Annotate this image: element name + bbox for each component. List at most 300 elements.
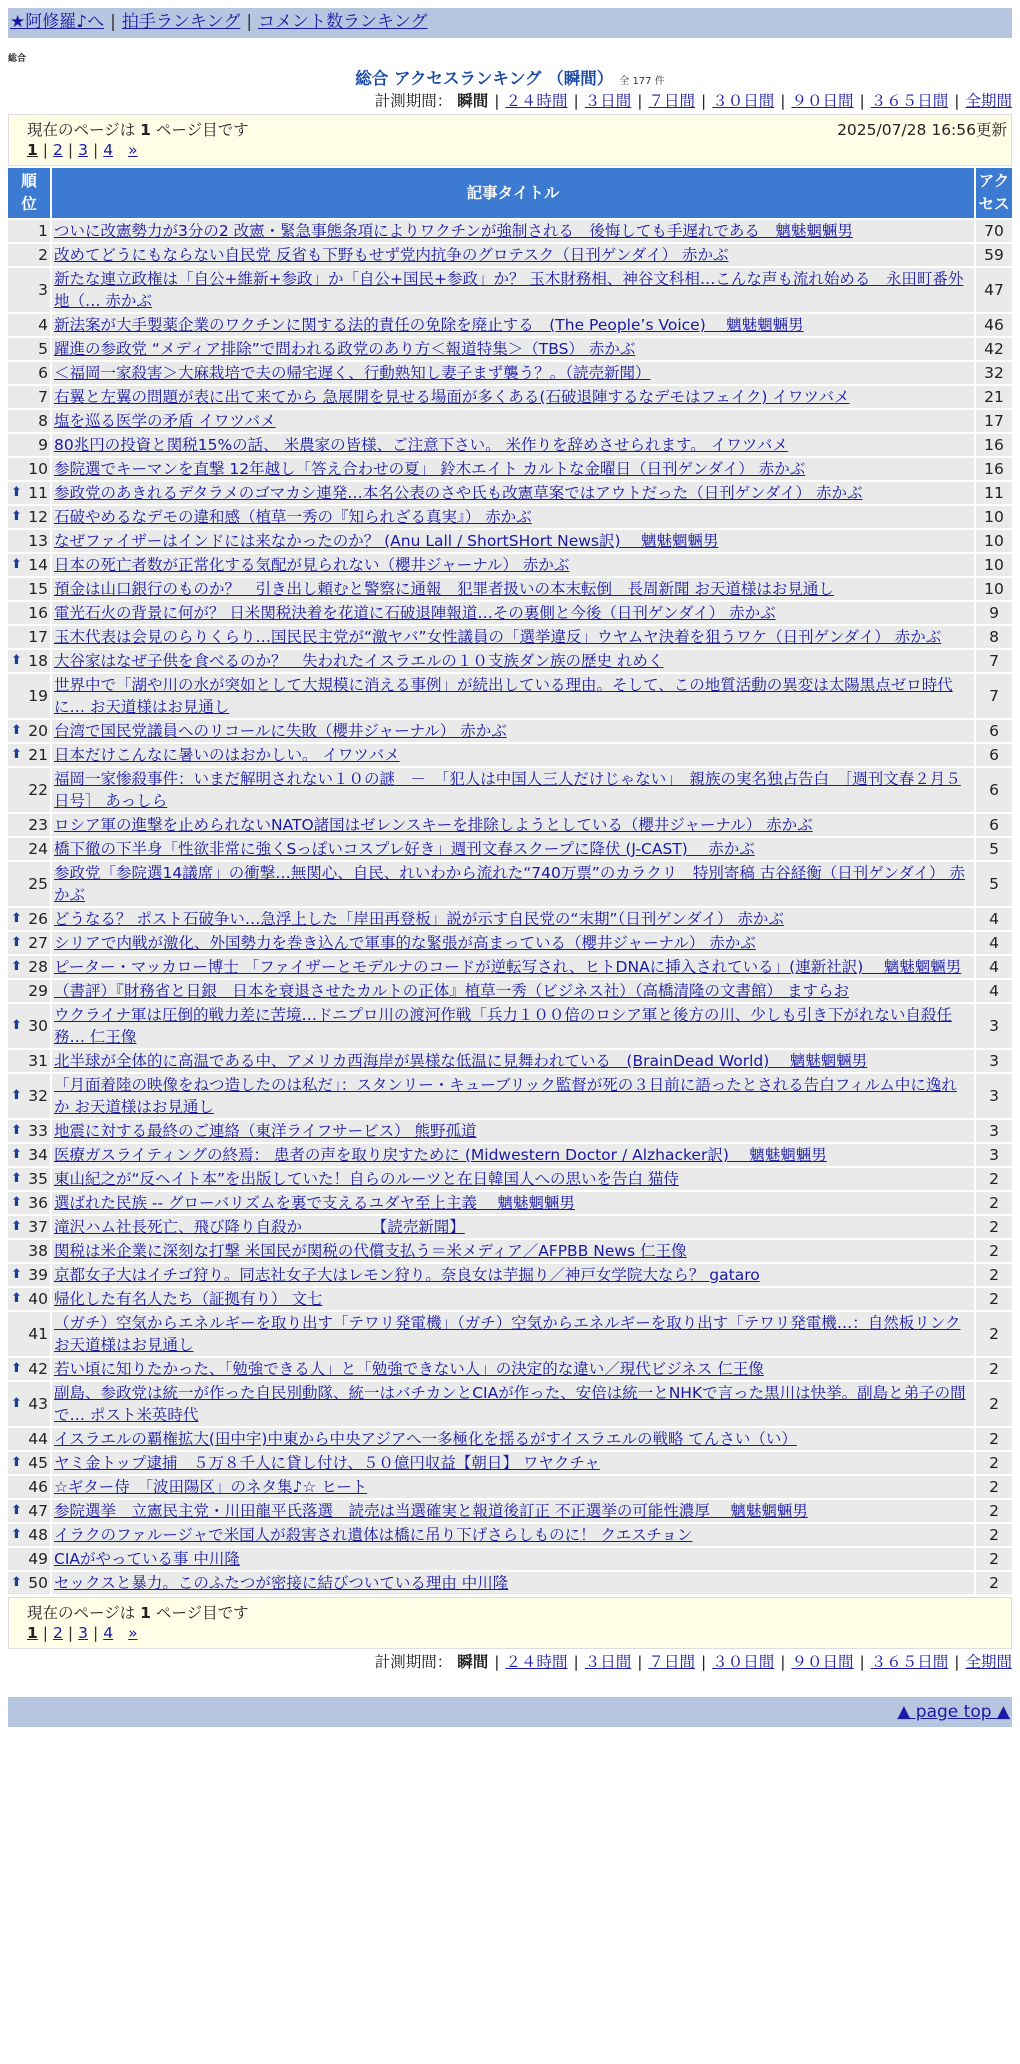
article-title-link[interactable]: 日本だけこんなに暑いのはおかしい。 イワツバメ bbox=[54, 746, 400, 764]
article-title-link[interactable]: 新たな連立政権は「自公+維新+参政」か「自公+国民+参政」か？ 玉木財務相、神谷文科相…こんな声も流れ始める 永田町番外地（… 赤かぶ bbox=[54, 270, 964, 310]
period-30d-link[interactable]: ３０日間 bbox=[712, 1653, 775, 1671]
rank-cell bbox=[8, 1168, 50, 1190]
rank-number: 1 bbox=[38, 222, 48, 240]
table-row bbox=[8, 862, 1012, 906]
access-count-cell: 2 bbox=[976, 1312, 1012, 1356]
title-cell bbox=[52, 1192, 974, 1214]
rank-cell bbox=[8, 932, 50, 954]
period-90d-link[interactable]: ９０日間 bbox=[791, 1653, 854, 1671]
rank-number: 23 bbox=[28, 816, 48, 834]
article-title-link[interactable]: ピーター・マッカロー博士 「ファイザーとモデルナのコードが逆転写され、ヒトDNAに挿入されている」(連新社訳) 魑魅魍魎男 bbox=[54, 958, 962, 976]
article-title-link[interactable]: 滝沢ハム社長死亡、飛び降り自殺か 【読売新聞】 bbox=[54, 1218, 465, 1236]
rank-number: 5 bbox=[38, 340, 48, 358]
rank-number: 43 bbox=[28, 1395, 48, 1413]
period-7d-link[interactable]: ７日間 bbox=[648, 1653, 695, 1671]
access-count-cell: 2 bbox=[976, 1524, 1012, 1546]
title-cell bbox=[52, 458, 974, 480]
table-row bbox=[8, 956, 1012, 978]
rank-number: 14 bbox=[28, 556, 48, 574]
article-title-link[interactable]: 「月面着陸の映像をねつ造したのは私だ」：スタンリー・キューブリック監督が死の３日前に語ったとされる告白フィルム中に逸れか お天道様はお見通し bbox=[54, 1076, 957, 1116]
article-title-link[interactable]: 帰化した有名人たち（証拠有り） 文七 bbox=[54, 1290, 323, 1308]
access-count-cell: 10 bbox=[976, 578, 1012, 600]
article-title-link[interactable]: シリアで内戦が激化、外国勢力を巻き込んで軍事的な緊張が高まっている（櫻井ジャーナル） 赤かぶ bbox=[54, 934, 756, 952]
table-row bbox=[8, 814, 1012, 836]
rank-number: 31 bbox=[28, 1052, 48, 1070]
table-row bbox=[8, 1264, 1012, 1286]
access-count-cell: 4 bbox=[976, 908, 1012, 930]
pager-page-4[interactable]: 4 bbox=[103, 1624, 114, 1642]
title-cell bbox=[52, 862, 974, 906]
rank-cell bbox=[8, 1288, 50, 1310]
title-cell bbox=[52, 1216, 974, 1238]
access-count-cell: 16 bbox=[976, 458, 1012, 480]
rank-number: 7 bbox=[38, 388, 48, 406]
title-cell bbox=[52, 506, 974, 528]
rank-cell bbox=[8, 578, 50, 600]
current-page-text-bottom: 現在のページは 1 ページ目です bbox=[27, 1604, 249, 1622]
table-row bbox=[8, 1144, 1012, 1166]
rank-up-arrow-icon: ⬆ bbox=[11, 1361, 22, 1376]
table-row bbox=[8, 1500, 1012, 1522]
access-count-cell: 2 bbox=[976, 1358, 1012, 1380]
access-count-cell: 5 bbox=[976, 838, 1012, 860]
title-cell bbox=[52, 1358, 974, 1380]
access-count-cell: 2 bbox=[976, 1452, 1012, 1474]
access-count-cell: 7 bbox=[976, 650, 1012, 672]
bottom-bar bbox=[8, 1697, 1012, 1727]
period-24h-link[interactable]: ２４時間 bbox=[505, 92, 568, 110]
pager-bottom: 1 | 2 | 3 | 4 » bbox=[27, 1624, 138, 1642]
table-row bbox=[8, 602, 1012, 624]
title-cell bbox=[52, 814, 974, 836]
article-title-link[interactable]: 石破やめるなデモの違和感（植草一秀の『知られざる真実』） 赤かぶ bbox=[54, 508, 532, 526]
rank-number: 47 bbox=[28, 1502, 48, 1520]
access-count-cell: 32 bbox=[976, 362, 1012, 384]
table-row bbox=[8, 506, 1012, 528]
rank-up-arrow-icon: ⬆ bbox=[11, 747, 22, 762]
title-cell bbox=[52, 908, 974, 930]
table-row bbox=[8, 744, 1012, 766]
rank-number: 12 bbox=[28, 508, 48, 526]
title-cell bbox=[52, 744, 974, 766]
table-row bbox=[8, 1050, 1012, 1072]
table-row bbox=[8, 1004, 1012, 1048]
access-count-cell: 47 bbox=[976, 268, 1012, 312]
title-cell bbox=[52, 1382, 974, 1426]
period-3d-link[interactable]: ３日間 bbox=[584, 92, 632, 110]
rank-cell bbox=[8, 1476, 50, 1498]
nav-separator: | bbox=[246, 12, 253, 32]
rank-cell bbox=[8, 744, 50, 766]
title-cell bbox=[52, 674, 974, 718]
access-count-cell: 2 bbox=[976, 1264, 1012, 1286]
access-count-cell: 2 bbox=[976, 1476, 1012, 1498]
access-count-cell: 3 bbox=[976, 1120, 1012, 1142]
rank-up-arrow-icon: ⬆ bbox=[11, 557, 22, 572]
article-title-link[interactable]: 預金は山口銀行のものか？ 引き出し頼むと警察に通報 犯罪者扱いの本末転倒 長周新聞 お天道様はお見通し bbox=[54, 580, 834, 598]
rank-cell bbox=[8, 386, 50, 408]
period-all-link[interactable]: 全期間 bbox=[965, 92, 1012, 110]
title-cell bbox=[52, 838, 974, 860]
rank-number: 35 bbox=[28, 1170, 48, 1188]
title-cell bbox=[52, 1500, 974, 1522]
rank-cell bbox=[8, 458, 50, 480]
article-title-link[interactable]: 日本の死亡者数が正常化する気配が見られない（櫻井ジャーナル） 赤かぶ bbox=[54, 556, 570, 574]
article-title-link[interactable]: 参院選でキーマンを直撃 12年越し「答え合わせの夏」 鈴木エイト カルトな金曜日（日刊ゲンダイ） 赤かぶ bbox=[54, 460, 806, 478]
title-cell bbox=[52, 1572, 974, 1594]
title-cell bbox=[52, 956, 974, 978]
rank-number: 27 bbox=[28, 934, 48, 952]
rank-number: 24 bbox=[28, 840, 48, 858]
rank-number: 21 bbox=[28, 746, 48, 764]
pager-next[interactable]: » bbox=[128, 1624, 138, 1642]
table-row bbox=[8, 244, 1012, 266]
article-title-link[interactable]: （書評）『財務省と日銀 日本を衰退させたカルトの正体』植草一秀（ビジネス社）（高橋清隆の文書館） ますらお bbox=[54, 982, 849, 1000]
rank-cell bbox=[8, 956, 50, 978]
rank-up-arrow-icon: ⬆ bbox=[11, 1088, 22, 1103]
title-cell bbox=[52, 1428, 974, 1450]
access-count-cell: 2 bbox=[976, 1548, 1012, 1570]
rank-up-arrow-icon: ⬆ bbox=[11, 1503, 22, 1518]
rank-cell bbox=[8, 1240, 50, 1262]
article-title-link[interactable]: 東山紀之が“反ヘイト本”を出版していた！自らのルーツと在日韓国人への思いを告白 猫侍 bbox=[54, 1170, 679, 1188]
article-title-link[interactable]: ウクライナ軍は圧倒的戦力差に苦境…ドニプロ川の渡河作戦「兵力１００倍のロシア軍と後方の川、少しも引き下がれない自殺任務… 仁王像 bbox=[54, 1006, 952, 1046]
table-row bbox=[8, 1312, 1012, 1356]
article-title-link[interactable]: 京都女子大はイチゴ狩り。同志社女子大はレモン狩り。奈良女は芋掘り／神戸女学院大なら？ gataro bbox=[54, 1266, 760, 1284]
rank-cell bbox=[8, 1264, 50, 1286]
access-count-cell: 9 bbox=[976, 602, 1012, 624]
rank-number: 8 bbox=[38, 412, 48, 430]
pager-page-3[interactable]: 3 bbox=[78, 141, 89, 159]
rank-number: 45 bbox=[28, 1454, 48, 1472]
pager-page-3[interactable]: 3 bbox=[78, 1624, 89, 1642]
rank-number: 13 bbox=[28, 532, 48, 550]
rank-cell bbox=[8, 1074, 50, 1118]
nav-separator: | bbox=[110, 12, 116, 32]
title-cell bbox=[52, 980, 974, 1002]
table-row bbox=[8, 1168, 1012, 1190]
pager-page-2[interactable]: 2 bbox=[53, 141, 63, 159]
article-title-link[interactable]: 大谷家はなぜ子供を食べるのか？ 失われたイスラエルの１０支族ダン族の歴史 れめく bbox=[54, 652, 664, 670]
rank-cell bbox=[8, 650, 50, 672]
rank-cell bbox=[8, 626, 50, 648]
table-row bbox=[8, 1382, 1012, 1426]
rank-cell bbox=[8, 720, 50, 742]
article-title-link[interactable]: ロシア軍の進撃を止められないNATO諸国はゼレンスキーを排除しようとしている（櫻井ジャーナル） 赤かぶ bbox=[54, 816, 813, 834]
title-cell bbox=[52, 220, 974, 242]
period-all-link[interactable]: 全期間 bbox=[965, 1653, 1012, 1671]
access-count-cell: 17 bbox=[976, 410, 1012, 432]
period-label: 計測期間： bbox=[374, 1653, 453, 1671]
title-cell bbox=[52, 482, 974, 504]
table-row bbox=[8, 1288, 1012, 1310]
title-cell bbox=[52, 434, 974, 456]
title-cell bbox=[52, 578, 974, 600]
period-365d-link[interactable]: ３６５日間 bbox=[870, 1653, 949, 1671]
table-row bbox=[8, 338, 1012, 360]
rank-up-arrow-icon: ⬆ bbox=[11, 935, 22, 950]
article-title-link[interactable]: 80兆円の投資と関税15%の話、 米農家の皆様、ご注意下さい。 米作りを辞めさせられます。 イワツバメ bbox=[54, 436, 788, 454]
period-24h-link[interactable]: ２４時間 bbox=[505, 1653, 568, 1671]
rank-number: 39 bbox=[28, 1266, 48, 1284]
title-cell bbox=[52, 1524, 974, 1546]
rank-up-arrow-icon: ⬆ bbox=[11, 959, 22, 974]
period-3d-link[interactable]: ３日間 bbox=[584, 1653, 632, 1671]
title-cell bbox=[52, 768, 974, 812]
access-count-cell: 6 bbox=[976, 744, 1012, 766]
rank-up-arrow-icon: ⬆ bbox=[11, 1195, 22, 1210]
rank-number: 18 bbox=[28, 652, 48, 670]
access-count-cell: 70 bbox=[976, 220, 1012, 242]
page-title bbox=[8, 68, 1012, 90]
access-count-cell: 10 bbox=[976, 506, 1012, 528]
title-cell bbox=[52, 1452, 974, 1474]
table-row bbox=[8, 220, 1012, 242]
article-title-link[interactable]: 選ばれた民族 -- グローバリズムを裏で支えるユダヤ至上主義 魑魅魍魎男 bbox=[54, 1194, 575, 1212]
article-title-link[interactable]: 北半球が全体的に高温である中、アメリカ西海岸が異様な低温に見舞われている (BrainDead World) 魑魅魍魎男 bbox=[54, 1052, 868, 1070]
title-cell bbox=[52, 268, 974, 312]
rank-up-arrow-icon: ⬆ bbox=[11, 911, 22, 926]
rank-cell bbox=[8, 908, 50, 930]
article-title-link[interactable]: ヤミ金トップ逮捕 ５万８千人に貸し付け、５０億円収益【朝日】 ワヤクチャ bbox=[54, 1454, 600, 1472]
article-title-link[interactable]: 玉木代表は会見のらりくらり…国民民主党が“激ヤバ”女性議員の「選挙違反」ウヤムヤ決着を狙うワケ（日刊ゲンダイ） 赤かぶ bbox=[54, 628, 942, 646]
rank-cell bbox=[8, 220, 50, 242]
rank-cell bbox=[8, 362, 50, 384]
title-cell bbox=[52, 1120, 974, 1142]
table-row bbox=[8, 268, 1012, 312]
access-count-cell: 59 bbox=[976, 244, 1012, 266]
pager-next[interactable]: » bbox=[128, 141, 138, 159]
rank-number: 40 bbox=[28, 1290, 48, 1308]
updated-timestamp: 2025/07/28 16:56更新 bbox=[837, 121, 1007, 139]
rank-number: 50 bbox=[28, 1574, 48, 1592]
access-count-cell: 2 bbox=[976, 1240, 1012, 1262]
rank-up-arrow-icon: ⬆ bbox=[11, 1455, 22, 1470]
title-cell bbox=[52, 1264, 974, 1286]
title-cell bbox=[52, 1144, 974, 1166]
title-cell bbox=[52, 554, 974, 576]
article-title-link[interactable]: 新法案が大手製薬企業のワクチンに関する法的責任の免除を廃止する (The People’s Voice) 魑魅魍魎男 bbox=[54, 316, 804, 334]
clap-ranking-link[interactable]: 拍手ランキング bbox=[121, 12, 241, 32]
rank-cell bbox=[8, 1428, 50, 1450]
period-label: 計測期間： bbox=[374, 92, 453, 110]
period-365d-link[interactable]: ３６５日間 bbox=[870, 92, 949, 110]
table-row bbox=[8, 1548, 1012, 1570]
rank-cell bbox=[8, 862, 50, 906]
table-row bbox=[8, 768, 1012, 812]
article-title-link[interactable]: 医療ガスライティングの終焉： 患者の声を取り戻すために (Midwestern Doctor / Alzhacker訳) 魑魅魍魎男 bbox=[54, 1146, 827, 1164]
rank-cell bbox=[8, 838, 50, 860]
rank-cell bbox=[8, 602, 50, 624]
access-count-cell: 2 bbox=[976, 1572, 1012, 1594]
rank-cell bbox=[8, 768, 50, 812]
table-row bbox=[8, 386, 1012, 408]
access-count-cell: 8 bbox=[976, 626, 1012, 648]
article-title-link[interactable]: 台湾で国民党議員へのリコールに失敗（櫻井ジャーナル） 赤かぶ bbox=[54, 722, 507, 740]
page bbox=[8, 8, 1012, 1727]
article-title-link[interactable]: 躍進の参政党 “メディア排除”で問われる政党のあり方＜報道特集＞（TBS） 赤かぶ bbox=[54, 340, 636, 358]
pager-top: 1 | 2 | 3 | 4 » bbox=[27, 141, 138, 159]
table-row bbox=[8, 908, 1012, 930]
access-count-cell: 4 bbox=[976, 956, 1012, 978]
rank-number: 26 bbox=[28, 910, 48, 928]
article-title-link[interactable]: ＜福岡一家殺害＞大麻栽培で夫の帰宅遅く、行動熟知し妻子まず襲う？。（読売新聞） bbox=[54, 364, 651, 382]
rank-cell bbox=[8, 268, 50, 312]
rank-number: 32 bbox=[28, 1087, 48, 1105]
table-row bbox=[8, 458, 1012, 480]
table-row bbox=[8, 554, 1012, 576]
rank-cell bbox=[8, 314, 50, 336]
table-row bbox=[8, 578, 1012, 600]
table-row bbox=[8, 932, 1012, 954]
article-title-link[interactable]: 電光石火の背景に何が？ 日米関税決着を花道に石破退陣報道…その裏側と今後（日刊ゲンダイ） 赤かぶ bbox=[54, 604, 776, 622]
article-title-link[interactable]: 改めてどうにもならない自民党 反省も下野もせず党内抗争のグロテスク（日刊ゲンダイ） 赤かぶ bbox=[54, 246, 729, 264]
table-row bbox=[8, 362, 1012, 384]
rank-column-header: 順 位 bbox=[8, 168, 50, 218]
title-cell bbox=[52, 720, 974, 742]
access-count-cell: 10 bbox=[976, 554, 1012, 576]
table-row bbox=[8, 720, 1012, 742]
rank-number: 10 bbox=[28, 460, 48, 478]
rank-cell bbox=[8, 1572, 50, 1594]
rank-number: 25 bbox=[28, 875, 48, 893]
access-count-cell: 4 bbox=[976, 980, 1012, 1002]
rank-number: 41 bbox=[28, 1325, 48, 1343]
access-count-cell: 21 bbox=[976, 386, 1012, 408]
article-title-link[interactable]: 若い頃に知りたかった、「勉強できる人」と「勉強できない人」の決定的な違い／現代ビジネス 仁王像 bbox=[54, 1360, 764, 1378]
title-cell bbox=[52, 602, 974, 624]
period-30d-link[interactable]: ３０日間 bbox=[712, 92, 775, 110]
table-row bbox=[8, 410, 1012, 432]
table-row bbox=[8, 482, 1012, 504]
rank-up-arrow-icon: ⬆ bbox=[11, 653, 22, 668]
rank-cell bbox=[8, 1192, 50, 1214]
article-title-link[interactable]: セックスと暴力。このふたつが密接に結びついている理由 中川隆 bbox=[54, 1574, 509, 1592]
article-title-link[interactable]: ついに改憲勢力が3分の2 改憲・緊急事態条項によりワクチンが強制される 後悔しても手遅れである 魑魅魍魎男 bbox=[54, 222, 853, 240]
access-count-cell: 4 bbox=[976, 932, 1012, 954]
rank-up-arrow-icon: ⬆ bbox=[11, 1219, 22, 1234]
article-title-link[interactable]: （ガチ）空気からエネルギーを取り出す「テワリ発電機」（ガチ）空気からエネルギーを取り出す「テワリ発電機…：自然板リンク お天道様はお見通し bbox=[54, 1314, 961, 1354]
rank-number: 46 bbox=[28, 1478, 48, 1496]
access-count-cell: 11 bbox=[976, 482, 1012, 504]
rank-number: 48 bbox=[28, 1526, 48, 1544]
article-title-link[interactable]: 地震に対する最終のご連絡（東洋ライフサービス） 熊野孤道 bbox=[54, 1122, 477, 1140]
article-title-link[interactable]: ☆ギター侍 「波田陽区」のネタ集♪☆ ヒート bbox=[54, 1478, 368, 1496]
access-count-cell: 2 bbox=[976, 1500, 1012, 1522]
access-column-header: アク セス bbox=[976, 168, 1012, 218]
pager-page-2[interactable]: 2 bbox=[53, 1624, 63, 1642]
total-count: 全 177 件 bbox=[619, 76, 665, 87]
table-row bbox=[8, 530, 1012, 552]
rank-number: 4 bbox=[38, 316, 48, 334]
title-cell bbox=[52, 1476, 974, 1498]
ranking-table bbox=[6, 166, 1014, 1596]
rank-up-arrow-icon: ⬆ bbox=[11, 1147, 22, 1162]
rank-number: 20 bbox=[28, 722, 48, 740]
home-link[interactable]: ★阿修羅♪へ bbox=[10, 12, 105, 32]
rank-cell bbox=[8, 244, 50, 266]
comment-ranking-link[interactable]: コメント数ランキング bbox=[258, 12, 428, 32]
rank-number: 42 bbox=[28, 1360, 48, 1378]
access-count-cell: 3 bbox=[976, 1050, 1012, 1072]
rank-number: 11 bbox=[28, 484, 48, 502]
title-cell bbox=[52, 314, 974, 336]
period-current: 瞬間 bbox=[457, 92, 489, 110]
rank-cell bbox=[8, 674, 50, 718]
table-row bbox=[8, 434, 1012, 456]
article-title-link[interactable]: 参院選挙 立憲民主党・川田龍平氏落選 読売は当選確実と報道後訂正 不正選挙の可能性濃厚 魑魅魍魎男 bbox=[54, 1502, 808, 1520]
title-cell bbox=[52, 362, 974, 384]
rank-up-arrow-icon: ⬆ bbox=[11, 1123, 22, 1138]
article-title-link[interactable]: 関税は米企業に深刻な打撃 米国民が関税の代償支払う＝米メディア／AFPBB News 仁王像 bbox=[54, 1242, 687, 1260]
title-cell bbox=[52, 932, 974, 954]
rank-number: 37 bbox=[28, 1218, 48, 1236]
article-title-link[interactable]: 世界中で「湖や川の水が突如として大規模に消える事例」が続出している理由。そして、この地質活動の異変は太陽黒点ゼロ時代に… お天道様はお見通し bbox=[54, 676, 953, 716]
title-cell bbox=[52, 1288, 974, 1310]
page-info-bottom bbox=[8, 1597, 1012, 1649]
rank-number: 22 bbox=[28, 781, 48, 799]
article-title-link[interactable]: なぜファイザーはインドには来なかったのか？ (Anu Lall / ShortSHort News訳) 魑魅魍魎男 bbox=[54, 532, 719, 550]
access-count-cell: 16 bbox=[976, 434, 1012, 456]
rank-number: 29 bbox=[28, 982, 48, 1000]
article-title-link[interactable]: イラクのファルージャで米国人が殺害され遺体は橋に吊り下げさらしものに！ クエスチョン bbox=[54, 1526, 693, 1544]
rank-cell bbox=[8, 1050, 50, 1072]
rank-cell bbox=[8, 506, 50, 528]
rank-number: 2 bbox=[38, 246, 48, 264]
period-7d-link[interactable]: ７日間 bbox=[648, 92, 695, 110]
period-90d-link[interactable]: ９０日間 bbox=[791, 92, 854, 110]
title-cell bbox=[52, 1004, 974, 1048]
rank-up-arrow-icon: ⬆ bbox=[11, 723, 22, 738]
article-title-link[interactable]: 橋下徹の下半身「性欲非常に強くSっぽいコスプレ好き」週刊文春スクープに降伏 (J-CAST) 赤かぶ bbox=[54, 840, 755, 858]
access-count-cell: 3 bbox=[976, 1074, 1012, 1118]
page-top-link[interactable]: ▲ page top ▲ bbox=[897, 1702, 1010, 1722]
rank-number: 9 bbox=[38, 436, 48, 454]
article-title-link[interactable]: 福岡一家惨殺事件：いまだ解明されない１０の謎 － 「犯人は中国人三人だけじゃない」 親族の実名独占告白 ［週刊文春２月５日号］ あっしら bbox=[54, 770, 961, 810]
access-count-cell: 2 bbox=[976, 1192, 1012, 1214]
rank-up-arrow-icon: ⬆ bbox=[11, 1291, 22, 1306]
access-count-cell: 2 bbox=[976, 1428, 1012, 1450]
rank-cell bbox=[8, 530, 50, 552]
rank-cell bbox=[8, 814, 50, 836]
article-title-link[interactable]: 参政党のあきれるデタラメのゴマカシ連発…本名公表のさや氏も改憲草案ではアウトだった（日刊ゲンダイ） 赤かぶ bbox=[54, 484, 863, 502]
article-title-link[interactable]: 副島、参政党は統一が作った自民別動隊、統一はバチカンとCIAが作った、安倍は統一とNHKで言った黒川は快挙。副島と弟子の間で… ポスト米英時代 bbox=[54, 1384, 966, 1424]
article-title-link[interactable]: 参政党「参院選14議席」の衝撃…無関心、自民、れいわから流れた“740万票”のカラクリ 特別寄稿 古谷経衡（日刊ゲンダイ） 赤かぶ bbox=[54, 864, 965, 904]
rank-cell bbox=[8, 1004, 50, 1048]
article-title-link[interactable]: どうなる？ ポスト石破争い…急浮上した「岸田再登板」説が示す自民党の“末期”（日刊ゲンダイ） 赤かぶ bbox=[54, 910, 784, 928]
period-selector-bottom: 計測期間： 瞬間 | ２４時間 | ３日間 | ７日間 | ３０日間 | ９０日間 | ３６５日間 | 全期間 bbox=[374, 1653, 1012, 1671]
table-row bbox=[8, 1192, 1012, 1214]
article-title-link[interactable]: イスラエルの覇権拡大(田中宇)中東から中央アジアへ一多極化を揺るがすイスラエルの戦略 てんさい（い） bbox=[54, 1430, 797, 1448]
rank-number: 36 bbox=[28, 1194, 48, 1212]
title-cell bbox=[52, 530, 974, 552]
article-title-link[interactable]: 右翼と左翼の問題が表に出て来てから 急展開を見せる場面が多くある(石破退陣するなデモはフェイク) イワツバメ bbox=[54, 388, 850, 406]
rank-cell bbox=[8, 1358, 50, 1380]
article-title-link[interactable]: 塩を巡る医学の矛盾 イワツバメ bbox=[54, 412, 276, 430]
table-row bbox=[8, 1216, 1012, 1238]
category-tag: 総合 bbox=[8, 54, 27, 64]
rank-number: 16 bbox=[28, 604, 48, 622]
rank-cell bbox=[8, 554, 50, 576]
pager-page-4[interactable]: 4 bbox=[103, 141, 114, 159]
title-cell bbox=[52, 1050, 974, 1072]
rank-cell bbox=[8, 410, 50, 432]
period-selector-top: 計測期間： 瞬間 | ２４時間 | ３日間 | ７日間 | ３０日間 | ９０日間 | ３６５日間 | 全期間 bbox=[374, 92, 1012, 110]
rank-number: 34 bbox=[28, 1146, 48, 1164]
rank-up-arrow-icon: ⬆ bbox=[11, 1527, 22, 1542]
article-title-link[interactable]: CIAがやっている事 中川隆 bbox=[54, 1550, 240, 1568]
rank-number: 15 bbox=[28, 580, 48, 598]
